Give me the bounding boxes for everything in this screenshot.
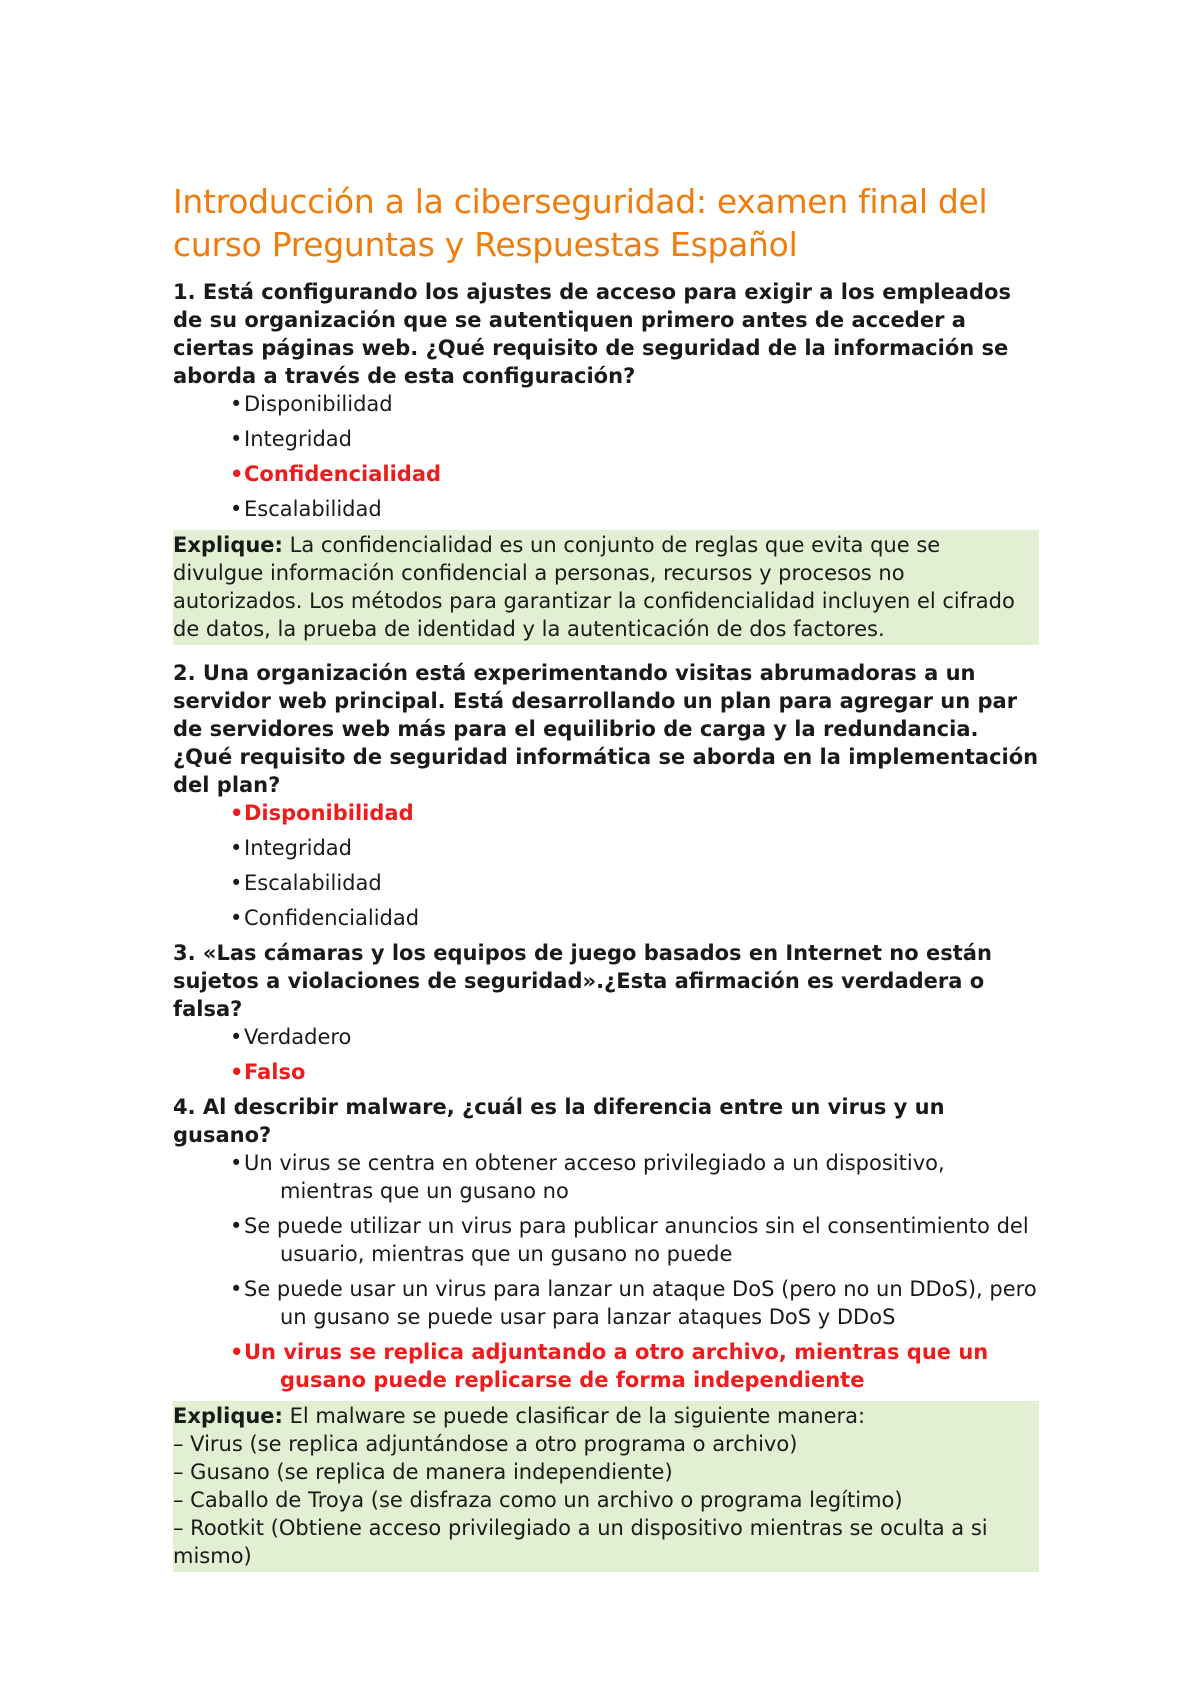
bullet-icon: • [230, 1340, 244, 1364]
explanation-text: La confidencialidad es un conjunto de reglas que evita que se divulgue información confidencial a personas, recursos y procesos no autorizados. Los métodos para garantizar la confidencialidad incluyen el cifrado de datos, la prueba de identidad y la autenticación de dos factores. [173, 533, 1015, 641]
explanation-label: Explique: [173, 533, 283, 557]
option-text: Verdadero [244, 1025, 352, 1049]
option [230, 834, 1039, 862]
options-list [173, 799, 1039, 932]
question-text [173, 659, 1039, 799]
option-text: Integridad [244, 836, 352, 860]
option-text: Falso [244, 1060, 306, 1084]
bullet-icon: • [230, 1151, 243, 1175]
explanation-box [173, 1401, 1039, 1572]
correct-option [230, 1338, 1039, 1394]
bullet-icon: • [230, 392, 243, 416]
bullet-icon: • [230, 462, 244, 486]
explanation-label: Explique: [173, 1404, 283, 1428]
option-text: Confidencialidad [244, 906, 420, 930]
option-text: Confidencialidad [244, 462, 442, 486]
option-text: Disponibilidad [244, 801, 414, 825]
document-page [173, 180, 1039, 1586]
question-text: 3. «Las cámaras y los equipos de juego basados en Internet no están sujetos a violaciones de seguridad».¿Esta afirmación es verdadera o falsa? [173, 941, 992, 1021]
option-text: Integridad [244, 427, 352, 451]
explanation-line: – Virus (se replica adjuntándose a otro programa o archivo) [173, 1432, 798, 1456]
explanation-intro: El malware se puede clasificar de la siguiente manera: [282, 1404, 866, 1428]
question-1 [173, 278, 1039, 645]
correct-option [230, 799, 1039, 827]
explanation-line: – Rootkit (Obtiene acceso privilegiado a un dispositivo mientras se oculta a si mismo) [173, 1516, 988, 1568]
option-text: Escalabilidad [244, 871, 382, 895]
bullet-icon: • [230, 1214, 243, 1238]
option-text: Disponibilidad [244, 392, 393, 416]
question-2 [173, 659, 1039, 932]
option-text: Un virus se centra en obtener acceso privilegiado a un dispositivo, mientras que un gusano no [244, 1151, 945, 1203]
question-4 [173, 1093, 1039, 1572]
question-text: 1. Está configurando los ajustes de acceso para exigir a los empleados de su organización que se autentiquen primero antes de acceder a ciertas páginas web. ¿Qué requisito de seguridad de la información se aborda a través de esta configuración? [173, 280, 1011, 388]
bullet-icon: • [230, 427, 243, 451]
bullet-icon: • [230, 801, 244, 825]
option-text: Se puede usar un virus para lanzar un ataque DoS (pero no un DDoS), pero un gusano se puede usar para lanzar ataques DoS y DDoS [244, 1277, 1037, 1329]
explanation-line: – Caballo de Troya (se disfraza como un archivo o programa legítimo) [173, 1488, 903, 1512]
question-text-part-1: 2. Una organización está experimentando visitas abrumadoras a un servidor web principal. Está desarrollando un plan para agregar un par de servidores web más para el equilibrio de carga y la redundancia. [173, 661, 1018, 741]
bullet-icon: • [230, 497, 243, 521]
option [230, 1275, 1039, 1331]
correct-option [230, 460, 1039, 488]
option [230, 1023, 1039, 1051]
option [230, 904, 1039, 932]
option [230, 495, 1039, 523]
option-text: Se puede utilizar un virus para publicar anuncios sin el consentimiento del usuario, mientras que un gusano no puede [244, 1214, 1029, 1266]
bullet-icon: • [230, 836, 243, 860]
question-text-part-2: ¿Qué requisito de seguridad informática se aborda en la implementación del plan? [173, 745, 1039, 797]
option-text: Un virus se replica adjuntando a otro archivo, mientras que un gusano puede replicarse de forma independiente [244, 1340, 989, 1392]
options-list [173, 1149, 1039, 1394]
explanation-intro-line [173, 1404, 865, 1428]
document-title: Introducción a la ciberseguridad: examen final del curso Preguntas y Respuestas Español [173, 182, 988, 264]
bullet-icon: • [230, 1060, 244, 1084]
bullet-icon: • [230, 1277, 243, 1301]
explanation-line: – Gusano (se replica de manera independiente) [173, 1460, 673, 1484]
options-list [173, 390, 1039, 523]
question-text: 4. Al describir malware, ¿cuál es la diferencia entre un virus y un gusano? [173, 1095, 945, 1147]
options-list [173, 1023, 1039, 1086]
bullet-icon: • [230, 871, 243, 895]
option [230, 1212, 1039, 1268]
option [230, 1149, 1039, 1205]
option-text: Escalabilidad [244, 497, 382, 521]
question-3 [173, 939, 1039, 1086]
explanation-box [173, 530, 1039, 645]
option [230, 390, 1039, 418]
option [230, 425, 1039, 453]
correct-option [230, 1058, 1039, 1086]
option [230, 869, 1039, 897]
bullet-icon: • [230, 1025, 243, 1049]
bullet-icon: • [230, 906, 243, 930]
